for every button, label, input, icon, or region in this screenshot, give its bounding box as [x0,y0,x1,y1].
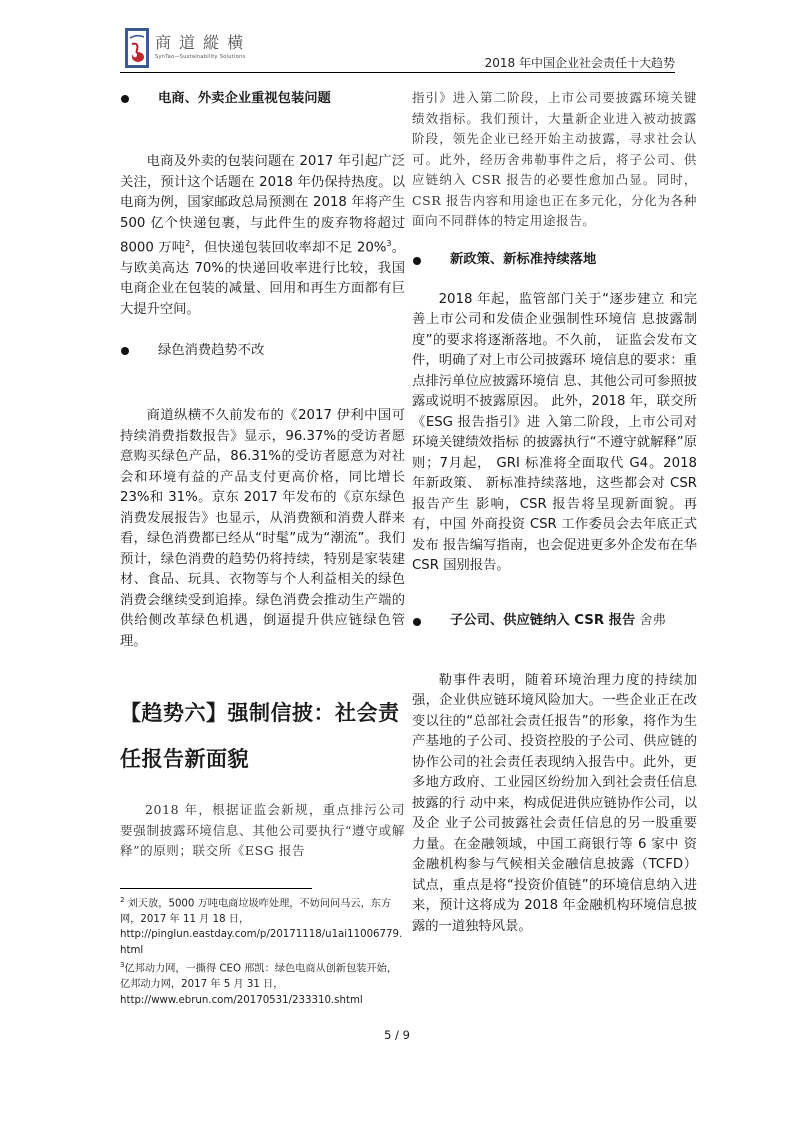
footnote-link[interactable]: http://pinglun.eastday.com/p/20171118/u1ai11006779.html [120,929,403,956]
section-heading [120,340,405,362]
section-heading [120,88,405,110]
footnote-text: 亿邦动力网，一撕得 CEO 邢凯：绿色电商从创新包装开始，亿邦动力网，2017 年 5 月 31 日， [120,963,398,991]
page-header [120,24,675,72]
logo-cn-text: 商道縱橫 [155,33,252,52]
footnote [120,958,405,1008]
section-heading [412,611,697,633]
paragraph: 商道纵横不久前发布的《2017 伊利中国可持续消费指数报告》显示，96.37%的受访者愿意购买绿色产品，86.31%的受访者愿意为对社会和环境有益的产品支付更高价格，同比增长 23%和 31%。京东 2017 年发布的《京东绿色消费发展报告》也显示，从消费额和消费人群来看，绿色消费都已经从“时髦”成为“潮流”。我们预计，绿色消费的趋势仍将持续，特别是家装建材、食品、玩具、衣物等与个人利益相关的绿色消费会继续受到追捧。绿色消费会推动生产端的供给侧改革绿色机遇，倒逼提升供应链绿色管理。 [120,408,405,649]
document-title: 2018 年中国企业社会责任十大趋势 [484,56,675,70]
right-column [412,88,697,937]
heading-text: 新政策、新标准持续落地 [450,252,597,268]
paragraph-text: 电商及外卖的包装问题在 2017 年引起广泛关注，预计这个话题在 2018 年仍保持热度。以电商为例，国家邮政总局预测在 2018 年将产生 500 亿个快递包裹，与此件生的废弃物将超过 8000 万吨 [120,154,405,256]
bullet-icon [413,257,421,265]
company-logo [125,26,265,70]
bullet-icon [413,618,421,626]
heading-text: 子公司、供应链纳入 CSR 报告 [450,613,636,629]
paragraph [120,152,405,320]
trend-title: 【趋势六】强制信披：社会责任报告新面貌 [120,701,400,772]
page-number: 5 / 9 [384,1028,410,1042]
footnote-link[interactable]: http://www.ebrun.com/20170531/233310.shtml [120,994,363,1006]
bullet-icon [121,95,129,103]
footnote-text: 刘天放，5000 万吨电商垃圾咋处理，不妨问问马云，东方网，2017 年 11 月 18 日， [120,898,392,925]
footnote-number: 3 [120,961,125,970]
footnote-divider [120,888,312,889]
left-column [120,88,405,1008]
footnote-ref[interactable]: 3 [386,239,392,248]
footnote-ref[interactable]: 2 [185,239,191,248]
section-heading [412,250,697,272]
footnotes [120,893,405,1008]
paragraph: 2018 年起，监管部门关于“逐步建立 和完善上市公司和发债企业强制性环境信 息披露制度”的要求将逐渐落地。不久前， 证监会发布文件，明确了对上市公司披露环 境信息的要求：重点排污单位应披露环境信 息、其他公司可参照披露或说明不披露原因。 此外，2018 年，联交所《ESG 报告指引》进 入第二阶段，上市公司对环境关键绩效指标 的披露执行“不遵守就解释”原则；7月起， GRI 标准将全面取代 G4。2018 年新政策、 新标准持续落地，这些都会对 CSR 报告产生 影响，CSR 报告将呈现新面貌。再有，中国 外商投资 CSR 工作委员会去年底正式发布 报告编写指南，也会促进更多外企发布在华 CSR 国别报告。 [412,291,697,573]
paragraph-text: ，但快递包装回收率却不足 20% [190,240,387,256]
bullet-icon [121,347,129,355]
logo-mark-icon [125,26,149,70]
heading-text: 绿色消费趋势不改 [158,343,265,359]
paragraph: 指引》进入第二阶段，上市公司要披露环境关键绩效指标。我们预计，大量新企业进入被动披露阶段，领先企业已经开始主动披露，寻求社会认可。此外，经历舍弗勒事件之后，将子公司、供应链纳入 CSR 报告的必要性愈加凸显。同时，CSR 报告内容和用途也正在多元化，分化为各种面向不同群体的特定用途报告。 [412,90,697,228]
logo-en-text: SynTao—Sustainability Solutions [155,54,246,60]
heading-tail-text: 舍弗 [639,613,666,629]
paragraph-text: 。与欧美高达 70%的快递回收率进行比较，我国电商企业在包装的减量、回用和再生方面都有巨大提升空间。 [120,240,406,317]
footnote-number: 2 [120,895,125,904]
header-divider [120,72,675,73]
footnote [120,893,405,958]
heading-text: 电商、外卖企业重视包装问题 [158,90,331,106]
paragraph: 2018 年，根据证监会新规，重点排污公司要强制披露环境信息、其他公司要执行“遵守或解释”的原则；联交所《ESG 报告 [120,802,405,859]
paragraph: 勒事件表明，随着环境治理力度的持续加强，企业供应链环境风险加大。一些企业正在改变以往的“总部社会责任报告”的形象，将作为生产基地的子公司、投资控股的子公司、供应链的协作公司的社会责任表现纳入报告中。此外，更多地方政府、工业园区纷纷加入到社会责任信息披露的行 动中来，构成促进供应链协作公司，以及企 业子公司披露社会责任信息的另一股重要 力量。在金融领域，中国工商银行等 6 家中 资金融机构参与气候相关金融信息披露（TCFD）试点，重点是将“投资价值链”的环境信息纳入进来，预计这将成为 2018 年金融机构环境信息披露的一道独特风景。 [412,672,697,934]
